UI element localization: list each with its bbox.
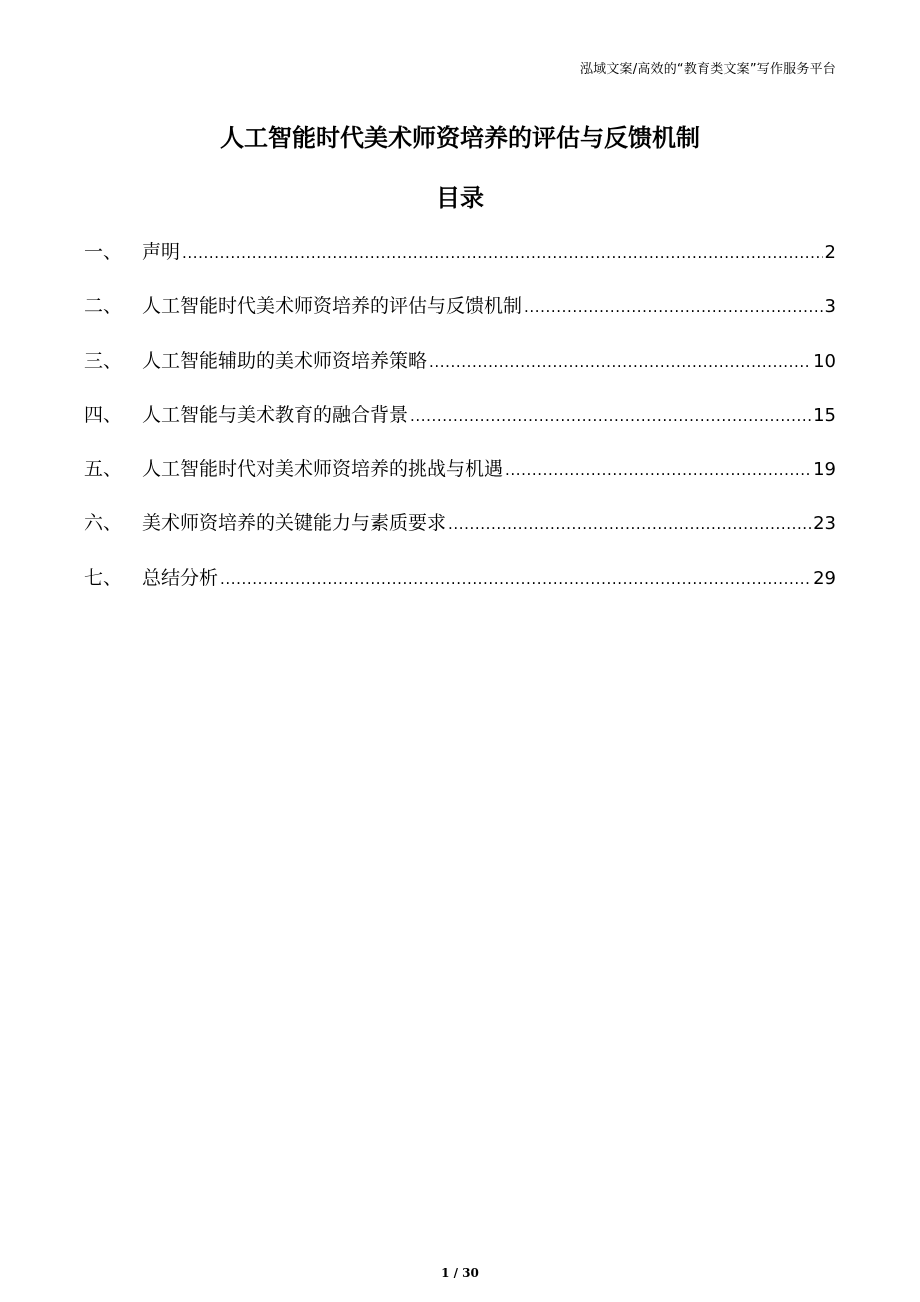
- toc-entry-5[interactable]: [84, 451, 836, 487]
- toc-entry-number: 五、: [84, 458, 123, 481]
- toc-entry-page: 29: [813, 567, 836, 589]
- toc-dot-leader: [220, 561, 811, 597]
- toc-entry-label: 人工智能辅助的美术师资培养策略: [142, 349, 428, 372]
- toc-entry-1[interactable]: [84, 234, 836, 270]
- toc-entry-label: 声明: [142, 241, 181, 263]
- document-title: 人工智能时代美术师资培养的评估与反馈机制: [220, 124, 700, 152]
- toc-dot-leader: [448, 506, 811, 542]
- toc-entry-page: 15: [813, 404, 836, 426]
- toc-entry-label: 总结分析: [142, 566, 219, 589]
- toc-entry-label: 人工智能时代美术师资培养的评估与反馈机制: [142, 295, 523, 318]
- toc-entry-3[interactable]: [84, 343, 836, 379]
- toc-dot-leader: [182, 235, 823, 271]
- toc-heading: 目录: [436, 184, 484, 212]
- toc-entry-label: 人工智能与美术教育的融合背景: [142, 403, 409, 426]
- header-divider: [84, 84, 836, 85]
- toc-dot-leader: [524, 289, 823, 325]
- toc-entry-label: 美术师资培养的关键能力与素质要求: [142, 512, 447, 535]
- toc-dot-leader: [410, 398, 811, 434]
- toc-entry-number: 四、: [84, 403, 123, 426]
- toc-entry-2[interactable]: [84, 288, 836, 324]
- page-header-text: 泓域文案/高效的“教育类文案”写作服务平台: [579, 62, 836, 77]
- toc-dot-leader: [429, 344, 811, 380]
- toc-entry-number: 三、: [84, 349, 123, 372]
- page-number-footer: 1 / 30: [441, 1266, 479, 1280]
- toc-entry-label: 人工智能时代对美术师资培养的挑战与机遇: [142, 458, 504, 481]
- toc-entry-number: 七、: [84, 566, 123, 589]
- table-of-contents: [84, 234, 836, 614]
- toc-dot-leader: [505, 452, 811, 488]
- toc-entry-page: 19: [813, 459, 836, 481]
- toc-entry-4[interactable]: [84, 397, 836, 433]
- toc-entry-page: 23: [813, 513, 836, 535]
- toc-entry-page: 10: [813, 350, 836, 372]
- toc-entry-number: 六、: [84, 512, 123, 535]
- toc-entry-number: 一、: [84, 241, 123, 263]
- toc-entry-page: 2: [824, 242, 836, 263]
- toc-entry-7[interactable]: [84, 560, 836, 596]
- toc-entry-6[interactable]: [84, 505, 836, 541]
- toc-entry-number: 二、: [84, 295, 123, 318]
- toc-entry-page: 3: [824, 296, 836, 318]
